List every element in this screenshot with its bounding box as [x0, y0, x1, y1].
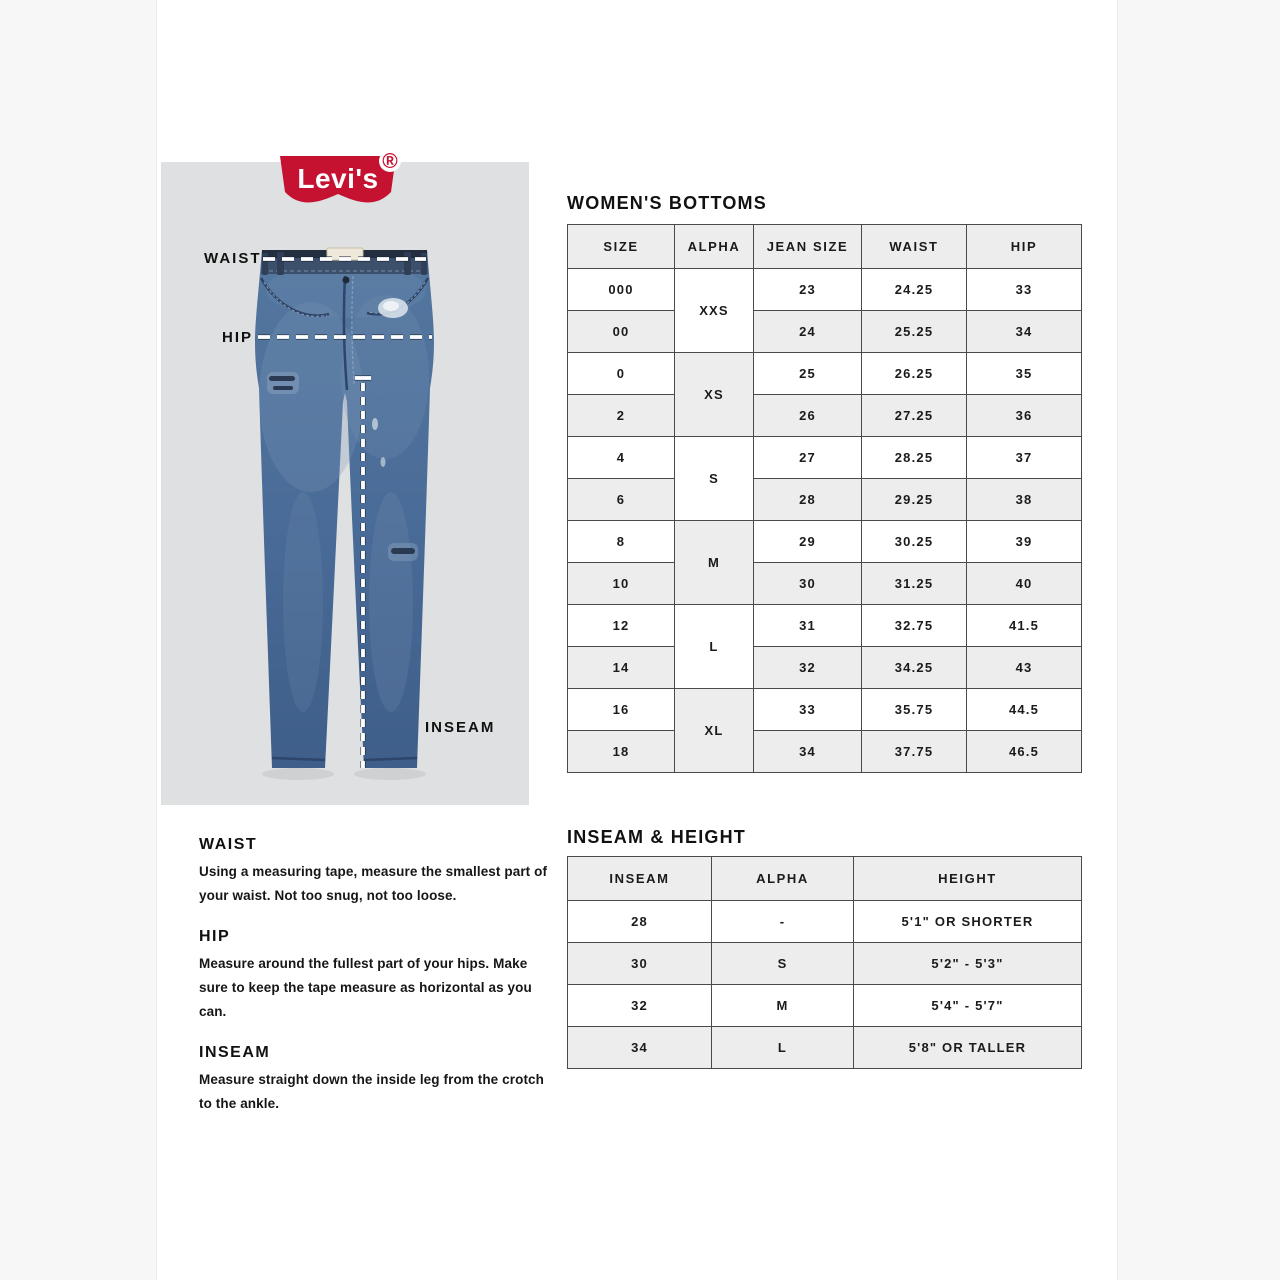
waist-cell: 34.25 [862, 647, 967, 689]
guide-inseam-body: Measure straight down the inside leg from the crotch to the ankle. [199, 1072, 545, 1111]
bottoms-table-title: WOMEN'S BOTTOMS [567, 193, 767, 213]
inseam-diagram-label: INSEAM [425, 719, 496, 736]
waist-cell: 29.25 [862, 479, 967, 521]
table-row [568, 353, 1082, 395]
bottoms-size-table [567, 224, 1082, 773]
alpha-cell: L [675, 605, 754, 689]
size-guide-card [156, 0, 1118, 1280]
inseam-table-header-row [568, 857, 1082, 901]
jean-size-cell: 30 [754, 563, 862, 605]
measuring-guide [199, 836, 551, 1136]
alpha-cell: XS [675, 353, 754, 437]
guide-section-hip [199, 928, 551, 1024]
size-cell: 14 [568, 647, 675, 689]
height-cell: 5'2" - 5'3" [854, 943, 1082, 985]
size-cell: 6 [568, 479, 675, 521]
table-row [568, 479, 1082, 521]
waist-cell: 31.25 [862, 563, 967, 605]
jean-size-cell: 31 [754, 605, 862, 647]
table-row [568, 985, 1082, 1027]
jean-size-cell: 32 [754, 647, 862, 689]
alpha-cell: S [675, 437, 754, 521]
levis-wordmark: Levi's [297, 163, 379, 194]
registered-trademark-icon: ® [379, 150, 401, 172]
size-cell: 16 [568, 689, 675, 731]
bottoms-table-body [568, 269, 1082, 773]
table-row [568, 731, 1082, 773]
table-row [568, 1027, 1082, 1069]
hip-cell: 37 [967, 437, 1082, 479]
waist-cell: 28.25 [862, 437, 967, 479]
table-row [568, 437, 1082, 479]
hip-cell: 33 [967, 269, 1082, 311]
jean-size-cell: 26 [754, 395, 862, 437]
alpha-cell: S [712, 943, 854, 985]
jean-size-cell: 33 [754, 689, 862, 731]
levis-logo [278, 150, 406, 216]
size-cell: 10 [568, 563, 675, 605]
guide-hip-body: Measure around the fullest part of your hips. Make sure to keep the tape measure as horizontal as you can. [199, 956, 532, 1019]
size-cell: 0 [568, 353, 675, 395]
inseam-cell: 32 [568, 985, 712, 1027]
alpha-cell: XXS [675, 269, 754, 353]
size-cell: 2 [568, 395, 675, 437]
waist-cell: 32.75 [862, 605, 967, 647]
waist-cell: 26.25 [862, 353, 967, 395]
table-row [568, 521, 1082, 563]
inseam-table-body [568, 901, 1082, 1069]
column-header: SIZE [568, 225, 675, 269]
jean-size-cell: 28 [754, 479, 862, 521]
hip-cell: 46.5 [967, 731, 1082, 773]
column-header: INSEAM [568, 857, 712, 901]
jean-size-cell: 34 [754, 731, 862, 773]
table-row [568, 943, 1082, 985]
height-cell: 5'1" OR SHORTER [854, 901, 1082, 943]
size-cell: 12 [568, 605, 675, 647]
column-header: WAIST [862, 225, 967, 269]
table-row [568, 605, 1082, 647]
size-cell: 18 [568, 731, 675, 773]
table-row [568, 563, 1082, 605]
hip-cell: 34 [967, 311, 1082, 353]
alpha-cell: M [675, 521, 754, 605]
jean-size-cell: 29 [754, 521, 862, 563]
jean-size-cell: 24 [754, 311, 862, 353]
table-row [568, 901, 1082, 943]
hip-cell: 44.5 [967, 689, 1082, 731]
table-row [568, 395, 1082, 437]
hip-cell: 41.5 [967, 605, 1082, 647]
guide-section-inseam [199, 1044, 551, 1116]
guide-hip-heading: HIP [199, 928, 231, 945]
height-cell: 5'8" OR TALLER [854, 1027, 1082, 1069]
size-cell: 8 [568, 521, 675, 563]
table-row [568, 269, 1082, 311]
inseam-cell: 30 [568, 943, 712, 985]
column-header: JEAN SIZE [754, 225, 862, 269]
column-header: ALPHA [675, 225, 754, 269]
column-header: HIP [967, 225, 1082, 269]
table-row [568, 689, 1082, 731]
guide-inseam-heading: INSEAM [199, 1044, 271, 1061]
alpha-cell: M [712, 985, 854, 1027]
inseam-table-title: INSEAM & HEIGHT [567, 827, 747, 847]
measurement-diagram-panel [161, 162, 529, 805]
inseam-cell: 28 [568, 901, 712, 943]
hip-cell: 40 [967, 563, 1082, 605]
hip-cell: 38 [967, 479, 1082, 521]
size-cell: 00 [568, 311, 675, 353]
height-cell: 5'4" - 5'7" [854, 985, 1082, 1027]
hip-cell: 35 [967, 353, 1082, 395]
hip-cell: 39 [967, 521, 1082, 563]
guide-section-waist [199, 836, 551, 908]
bottoms-table-header-row [568, 225, 1082, 269]
hip-cell: 36 [967, 395, 1082, 437]
alpha-cell: XL [675, 689, 754, 773]
waist-cell: 24.25 [862, 269, 967, 311]
waist-diagram-label: WAIST [204, 250, 262, 267]
hip-cell: 43 [967, 647, 1082, 689]
column-header: HEIGHT [854, 857, 1082, 901]
jean-size-cell: 25 [754, 353, 862, 395]
inseam-cell: 34 [568, 1027, 712, 1069]
waist-cell: 27.25 [862, 395, 967, 437]
column-header: ALPHA [712, 857, 854, 901]
guide-waist-body: Using a measuring tape, measure the smallest part of your waist. Not too snug, not too loose. [199, 864, 548, 903]
size-cell: 000 [568, 269, 675, 311]
guide-waist-heading: WAIST [199, 836, 258, 853]
alpha-cell: L [712, 1027, 854, 1069]
table-row [568, 311, 1082, 353]
jean-size-cell: 27 [754, 437, 862, 479]
size-cell: 4 [568, 437, 675, 479]
waist-cell: 35.75 [862, 689, 967, 731]
waist-cell: 25.25 [862, 311, 967, 353]
alpha-cell: - [712, 901, 854, 943]
hip-diagram-label: HIP [222, 329, 254, 346]
waist-cell: 30.25 [862, 521, 967, 563]
table-row [568, 647, 1082, 689]
waist-cell: 37.75 [862, 731, 967, 773]
jean-size-cell: 23 [754, 269, 862, 311]
inseam-height-table [567, 856, 1082, 1069]
